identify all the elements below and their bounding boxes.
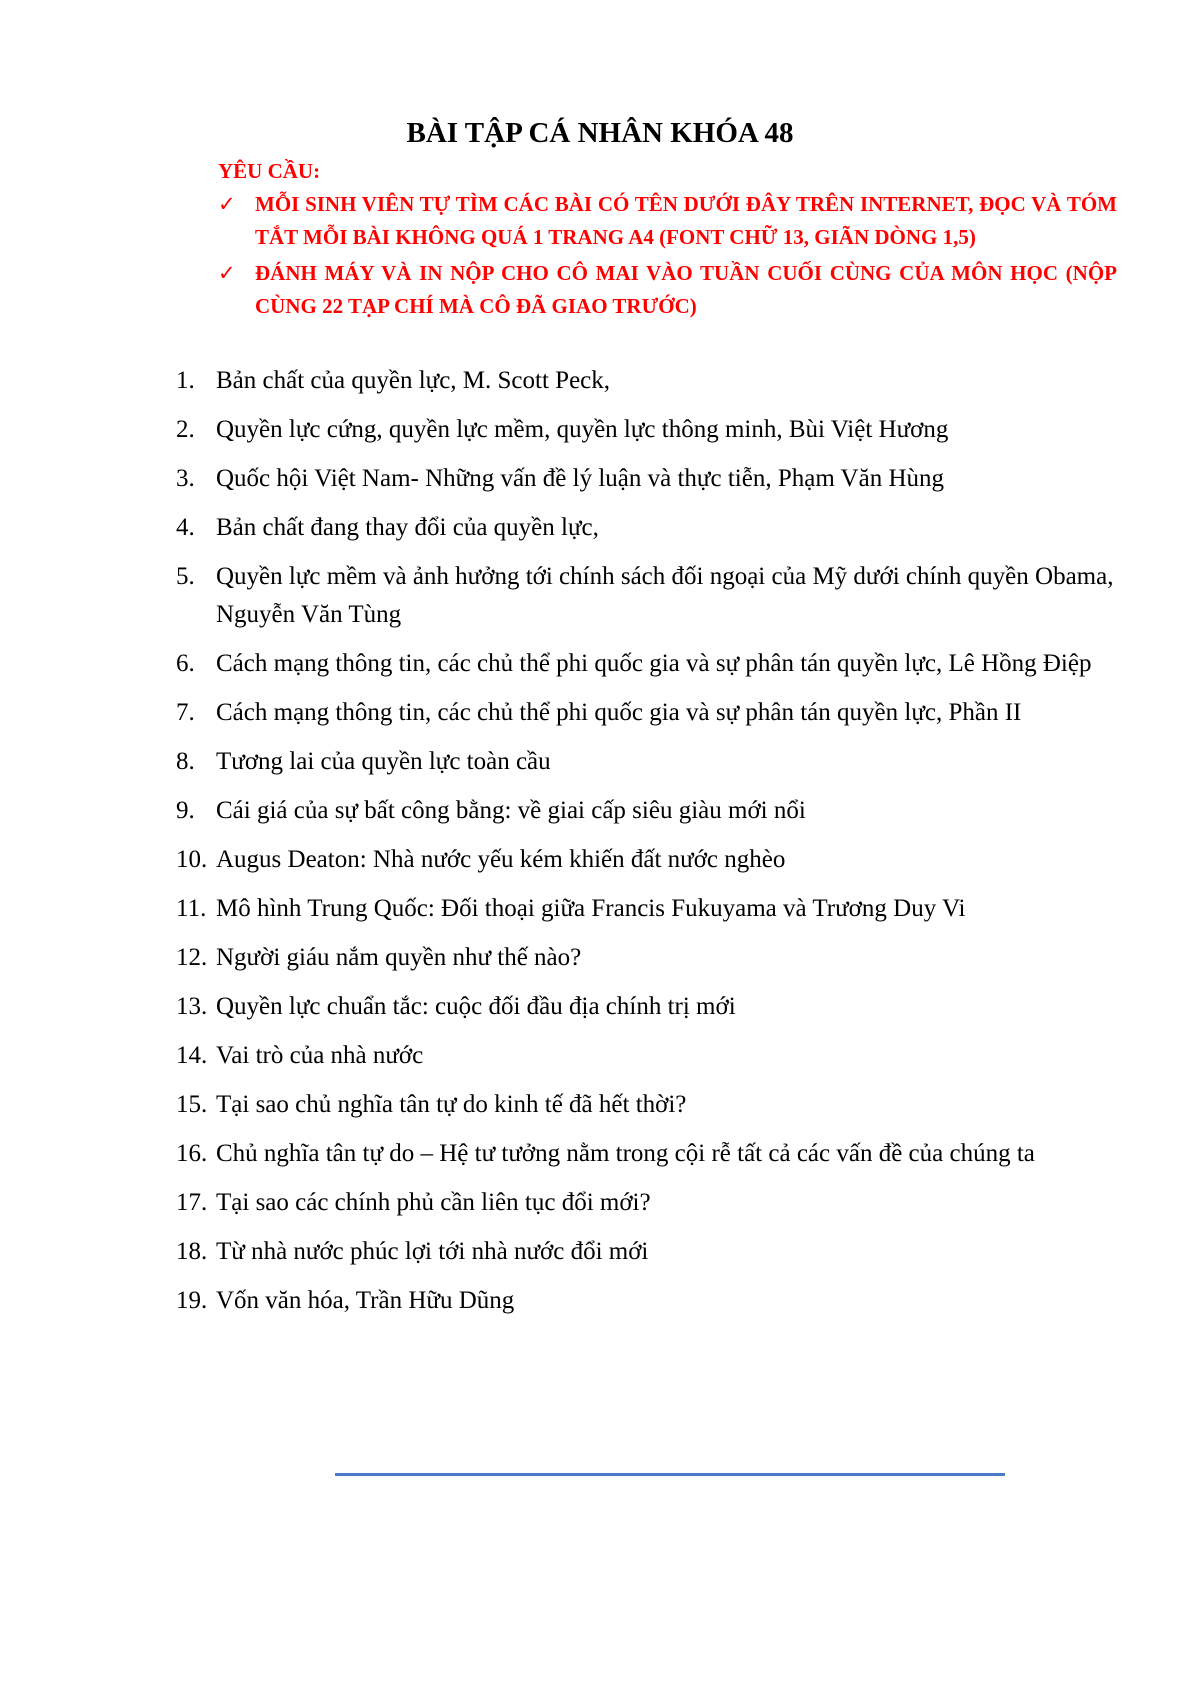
topic-item (176, 645, 1136, 683)
topic-text: Tương lai của quyền lực toàn cầu (216, 748, 551, 775)
topic-text: Quyền lực chuẩn tắc: cuộc đối đầu địa chính trị mới (216, 993, 736, 1020)
topic-number: 7. (176, 699, 195, 726)
topic-text: Người giáu nắm quyền như thế nào? (216, 944, 582, 971)
topic-item (176, 939, 1136, 977)
topic-text: Bản chất của quyền lực, M. Scott Peck, (216, 367, 611, 394)
topic-item (176, 362, 1136, 400)
checkmark-icon: ✓ (218, 261, 236, 285)
requirement-item (218, 257, 1117, 323)
topic-item (176, 558, 1136, 634)
checkmark-icon: ✓ (218, 192, 236, 216)
topic-text: Quốc hội Việt Nam- Những vấn đề lý luận và thực tiễn, Phạm Văn Hùng (216, 465, 945, 492)
topic-text: Vai trò của nhà nước (216, 1042, 424, 1069)
topic-list (176, 362, 1136, 1331)
topic-item (176, 1282, 1136, 1320)
topic-number: 15. (176, 1091, 208, 1118)
topic-item (176, 988, 1136, 1026)
topic-text: Cách mạng thông tin, các chủ thể phi quốc gia và sự phân tán quyền lực, Phần II (216, 699, 1022, 726)
document-title: BÀI TẬP CÁ NHÂN KHÓA 48 (406, 117, 794, 149)
topic-text: Mô hình Trung Quốc: Đối thoại giữa Francis Fukuyama và Trương Duy Vi (216, 895, 966, 922)
topic-item (176, 1037, 1136, 1075)
topic-number: 19. (176, 1287, 208, 1314)
topic-item (176, 411, 1136, 449)
topic-number: 4. (176, 514, 195, 541)
topic-number: 8. (176, 748, 195, 775)
topic-text: Tại sao các chính phủ cần liên tục đổi mới? (216, 1189, 651, 1216)
requirement-text: ĐÁNH MÁY VÀ IN NỘP CHO CÔ MAI VÀO TUẦN CUỐI CÙNG CỦA MÔN HỌC (NỘP CÙNG 22 TẠP CHÍ MÀ CÔ ĐÃ GIAO TRƯỚC) (255, 261, 1117, 318)
topic-number: 18. (176, 1238, 208, 1265)
topic-number: 3. (176, 465, 195, 492)
topic-text: Quyền lực cứng, quyền lực mềm, quyền lực thông minh, Bùi Việt Hương (216, 416, 949, 443)
topic-item (176, 1086, 1136, 1124)
topic-item (176, 890, 1136, 928)
topic-text: Từ nhà nước phúc lợi tới nhà nước đổi mới (216, 1238, 649, 1265)
requirements-list (218, 188, 1117, 326)
topic-number: 6. (176, 650, 195, 677)
topic-number: 17. (176, 1189, 208, 1216)
topic-item (176, 1135, 1136, 1173)
topic-text: Bản chất đang thay đổi của quyền lực, (216, 514, 599, 541)
topic-number: 16. (176, 1140, 208, 1167)
topic-item (176, 792, 1136, 830)
topic-number: 11. (176, 895, 207, 922)
topic-text: Quyền lực mềm và ảnh hưởng tới chính sách đối ngoại của Mỹ dưới chính quyền Obama, Nguyễn Văn Tùng (216, 563, 1114, 628)
topic-text: Vốn văn hóa, Trần Hữu Dũng (216, 1287, 515, 1314)
topic-number: 14. (176, 1042, 208, 1069)
requirements-label: YÊU CẦU: (218, 159, 321, 183)
topic-number: 10. (176, 846, 208, 873)
topic-number: 12. (176, 944, 208, 971)
horizontal-divider (335, 1473, 1005, 1476)
topic-item (176, 743, 1136, 781)
topic-text: Chủ nghĩa tân tự do – Hệ tư tưởng nằm trong cội rễ tất cả các vấn đề của chúng ta (216, 1140, 1035, 1167)
topic-item (176, 694, 1136, 732)
topic-text: Cái giá của sự bất công bằng: về giai cấp siêu giàu mới nổi (216, 797, 806, 824)
topic-number: 1. (176, 367, 195, 394)
topic-item (176, 1184, 1136, 1222)
topic-item (176, 1233, 1136, 1271)
topic-number: 13. (176, 993, 208, 1020)
topic-number: 5. (176, 563, 195, 590)
topic-text: Tại sao chủ nghĩa tân tự do kinh tế đã hết thời? (216, 1091, 687, 1118)
topic-item (176, 841, 1136, 879)
topic-text: Cách mạng thông tin, các chủ thể phi quốc gia và sự phân tán quyền lực, Lê Hồng Điệp (216, 650, 1092, 677)
topic-number: 9. (176, 797, 195, 824)
topic-text: Augus Deaton: Nhà nước yếu kém khiến đất nước nghèo (216, 846, 786, 873)
topic-item (176, 460, 1136, 498)
requirement-item (218, 188, 1117, 254)
topic-number: 2. (176, 416, 195, 443)
requirement-text: MỖI SINH VIÊN TỰ TÌM CÁC BÀI CÓ TÊN DƯỚI ĐÂY TRÊN INTERNET, ĐỌC VÀ TÓM TẮT MỖI BÀI KHÔNG QUÁ 1 TRANG A4 (FONT CHỮ 13, GIÃN DÒNG 1,5) (255, 192, 1117, 249)
topic-item (176, 509, 1136, 547)
